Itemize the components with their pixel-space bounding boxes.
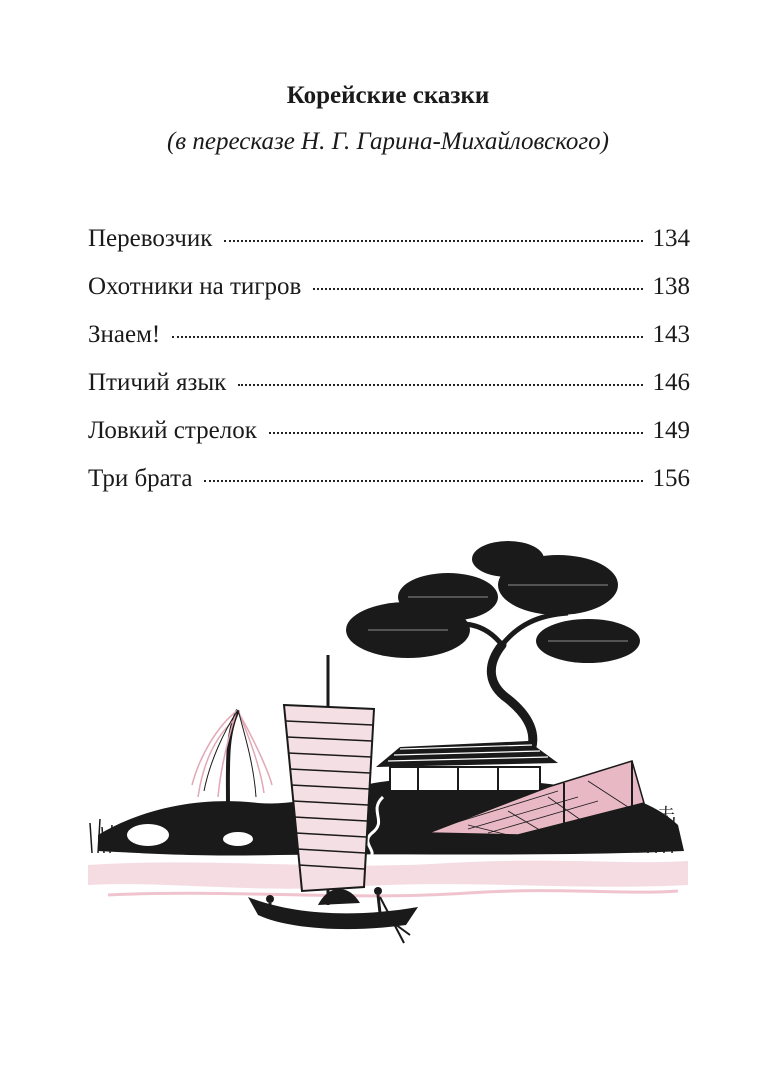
toc-entry[interactable]: [88, 270, 690, 318]
junk-sail: [284, 705, 374, 891]
toc-entry-title: Три брата: [88, 465, 193, 492]
rock: [222, 831, 254, 847]
toc-entry-page: 138: [652, 273, 690, 300]
section-title: Корейские сказки: [286, 82, 490, 109]
section-subtitle: (в пересказе Н. Г. Гарина-Михайловского): [166, 128, 610, 155]
rock: [126, 823, 170, 847]
toc-entry[interactable]: [88, 222, 690, 270]
toc-entry-title: Знаем!: [88, 321, 161, 348]
toc-entry-title: Ловкий стрелок: [88, 417, 257, 444]
water-wash: [108, 891, 678, 896]
toc-entry[interactable]: [88, 366, 690, 414]
pine-tree: [346, 541, 640, 757]
toc-entry-page: 149: [652, 417, 690, 444]
dot-leader: [204, 480, 642, 482]
toc-entry[interactable]: [88, 462, 690, 510]
toc-entry[interactable]: [88, 414, 690, 462]
toc-entry-title: Охотники на тигров: [88, 273, 302, 300]
water-wash: [88, 861, 688, 889]
toc-entry[interactable]: [88, 318, 690, 366]
dot-leader: [238, 384, 642, 386]
toc-entry-page: 156: [652, 465, 690, 492]
dot-leader: [313, 288, 642, 290]
toc-entry-page: 134: [652, 225, 690, 252]
dot-leader: [269, 432, 643, 434]
thatched-house: [376, 741, 558, 791]
table-of-contents: [88, 222, 690, 510]
dot-leader: [224, 240, 642, 242]
toc-entry-page: 143: [652, 321, 690, 348]
toc-entry-title: Птичий язык: [88, 369, 227, 396]
artist-signature: 夫: [657, 805, 675, 826]
willow-tree: [192, 710, 272, 805]
korean-landscape-illustration: [88, 535, 688, 955]
toc-entry-page: 146: [652, 369, 690, 396]
toc-entry-title: Перевозчик: [88, 225, 213, 252]
dot-leader: [172, 336, 642, 338]
